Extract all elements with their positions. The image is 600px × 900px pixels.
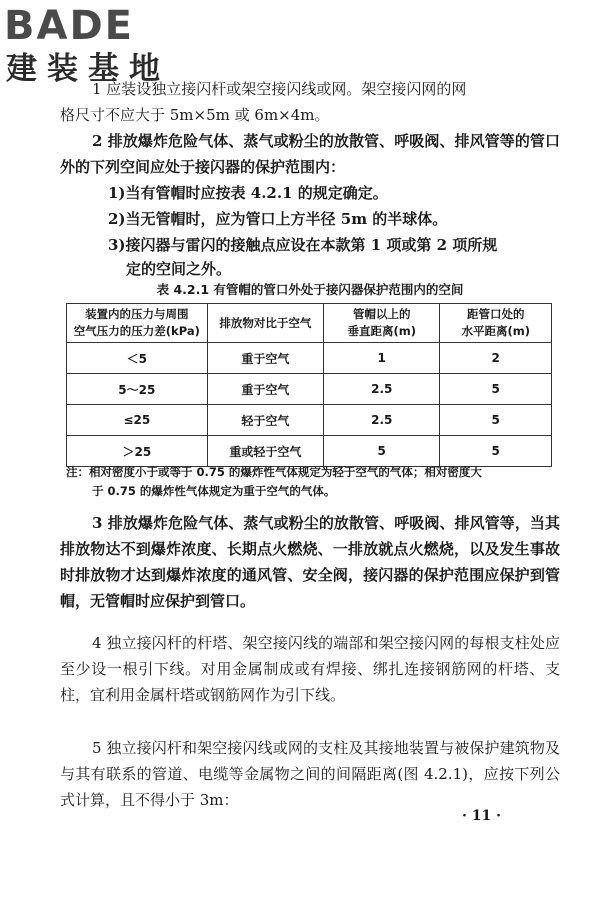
list-item-1: 1)当有管帽时应按表 4.2.1 的规定确定。 [108,184,388,202]
table-cell: 1 [324,343,440,374]
logo-latin-text: BADE [4,3,134,49]
header-text: 垂直距离(m) [347,324,416,338]
header-vertical-distance [324,304,440,343]
header-emission-vs-air [207,304,323,343]
table-cell: 重或轻于空气 [207,436,323,467]
table-row [67,405,552,436]
table-cell: 2 [440,343,552,374]
table-cell: 2.5 [324,374,440,405]
table-row [67,374,552,405]
table-cell: ≤25 [67,405,208,436]
table-cell: 轻于空气 [207,405,323,436]
paragraph-3: 3 排放爆炸危险气体、蒸气或粉尘的放散管、呼吸阀、排风管等，当其排放物达不到爆炸浓度、长期点火燃烧、一排放就点火燃烧，以及发生事故时排放物才达到爆炸浓度的通风管、安全阀，接闪器的保护范围应保护到管帽，无管帽时应保护到管口。 [60,514,560,610]
header-text: 排放物对比于空气 [219,315,312,330]
table-row [67,343,552,374]
table-cell: 2.5 [324,405,440,436]
note-line-1: 注：相对密度小于或等于 0.75 的爆炸性气体规定为轻于空气的气体；相对密度大 [66,465,482,479]
list-item-3: 3)接闪器与雷闪的接触点应设在本款第 1 项或第 2 项所规 [108,236,498,254]
list-item-2: 2)当无管帽时，应为管口上方半径 5m 的半球体。 [108,210,448,228]
header-text: 管帽以上的 [352,307,411,321]
protection-space-table [66,303,552,467]
paragraph-1-line-2: 格尺寸不应大于 5m×5m 或 6m×4m。 [60,106,330,124]
paragraph-1-line-1: 1 应装设独立接闪杆或架空接闪线或网。架空接闪网的网 [92,80,467,98]
page-number: · 11 · [462,808,501,824]
table-cell: 5 [324,436,440,467]
paragraph-4: 4 独立接闪杆的杆塔、架空接闪线的端部和架空接闪网的每根支柱处应至少设一根引下线。对用金属制成或有焊接、绑扎连接钢筋网的杆塔、支柱，宜利用金属杆塔或钢筋网作为引下线。 [60,634,560,704]
logo-chinese-text: 建装基地 [6,51,170,87]
note-line-2: 于 0.75 的爆炸性气体规定为重于空气的气体。 [92,484,336,498]
table-row [67,436,552,467]
table-cell: 5 [440,436,552,467]
paragraph-5: 5 独立接闪杆和架空接闪线或网的支柱及其接地装置与被保护建筑物及与其有联系的管道、电缆等金属物之间的间隔距离(图 4.2.1)，应按下列公式计算，且不得小于 3m： [60,739,560,809]
header-pressure-difference [67,304,208,343]
table-title: 表 4.2.1 有管帽的管口外处于接闪器保护范围内的空间 [156,282,464,297]
table-cell: 5 [440,374,552,405]
table-cell: 5～25 [67,374,208,405]
table-cell: ＜5 [67,343,208,374]
paragraph-2: 2 排放爆炸危险气体、蒸气或粉尘的放散管、呼吸阀、排风管等的管口外的下列空间应处于接闪器的保护范围内： [60,132,560,176]
table-cell: ＞25 [67,436,208,467]
header-text: 距管口处的 [466,307,525,321]
table-header-row [67,304,552,343]
header-horizontal-distance [440,304,552,343]
table-cell: 5 [440,405,552,436]
table-note [66,463,556,501]
header-text: 装置内的压力与周围 [85,307,189,321]
paragraph-1 [60,76,560,128]
table-cell: 重于空气 [207,343,323,374]
table-cell: 重于空气 [207,374,323,405]
header-text: 空气压力的压力差(kPa) [73,324,200,338]
list-item-3-continued: 定的空间之外。 [126,260,232,278]
header-text: 水平距离(m) [461,324,530,338]
